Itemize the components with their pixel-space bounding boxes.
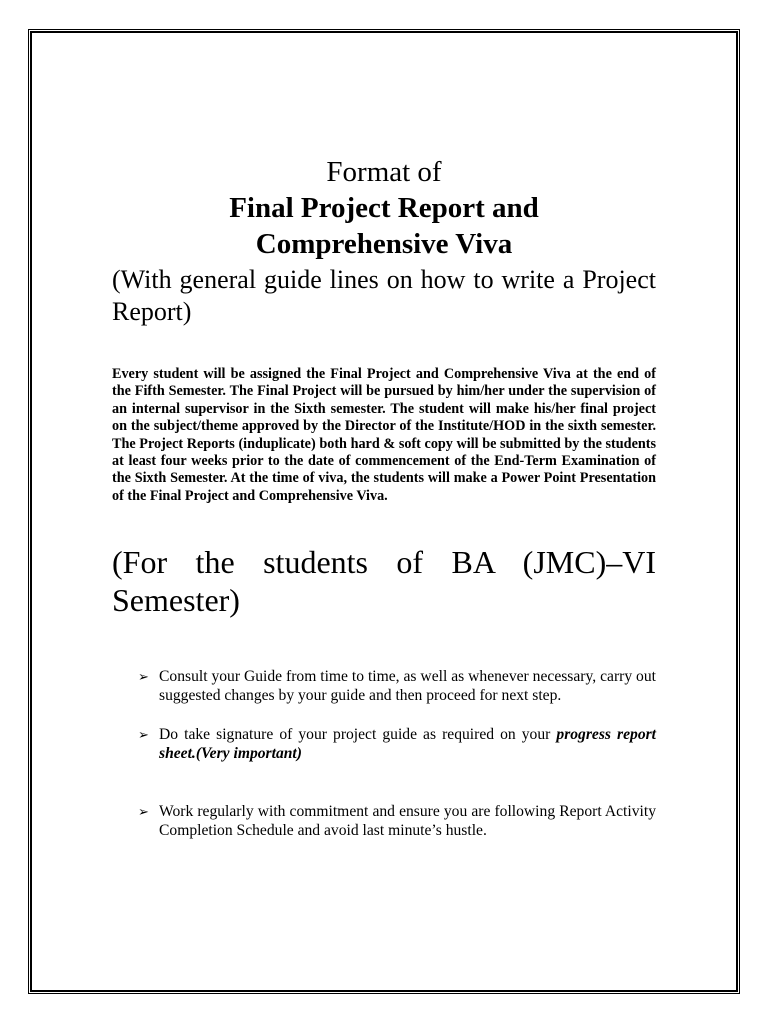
- list-item: [112, 802, 656, 840]
- arrow-bullet-icon: ➢: [138, 727, 149, 743]
- title-format-of: Format of: [326, 156, 442, 188]
- arrow-bullet-icon: ➢: [138, 669, 149, 685]
- list-item-text: Work regularly with commitment and ensure you are following Report Activity Completion Schedule and avoid last minute’s hustle.: [159, 803, 656, 840]
- arrow-bullet-icon: ➢: [138, 804, 149, 820]
- list-item: [112, 725, 656, 763]
- list-item-text: Do take signature of your project guide as required on your: [159, 726, 557, 744]
- guideline-list: [112, 667, 656, 840]
- title-final-project-report: Final Project Report and: [229, 192, 539, 224]
- subtitle: (With general guide lines on how to write a Project Report): [112, 265, 656, 326]
- list-item: [112, 667, 656, 705]
- document-content: [112, 154, 656, 840]
- title-comprehensive-viva: Comprehensive Viva: [255, 228, 513, 260]
- list-item-emphasis: progress report sheet.(Very important): [159, 726, 657, 763]
- for-students-heading: (For the students of BA (JMC)–VI Semester): [112, 544, 656, 619]
- intro-paragraph: Every student will be assigned the Final Project and Comprehensive Viva at the end of the Fifth Semester. The Final Project will be pursued by him/her under the supervision of an internal supervisor in the Sixth semester. The student will make his/her final project on the subject/theme approved by the Director of the Institute/HOD in the sixth semester. The Project Reports (induplicate) both hard & soft copy will be submitted by the students at least four weeks prior to the date of commencement of the End-Term Examination of the Sixth Semester. At the time of viva, the students will make a Power Point Presentation of the Final Project and Comprehensive Viva.: [112, 366, 656, 504]
- list-item-text: Consult your Guide from time to time, as well as whenever necessary, carry out suggested changes by your guide and then proceed for next step.: [159, 668, 656, 705]
